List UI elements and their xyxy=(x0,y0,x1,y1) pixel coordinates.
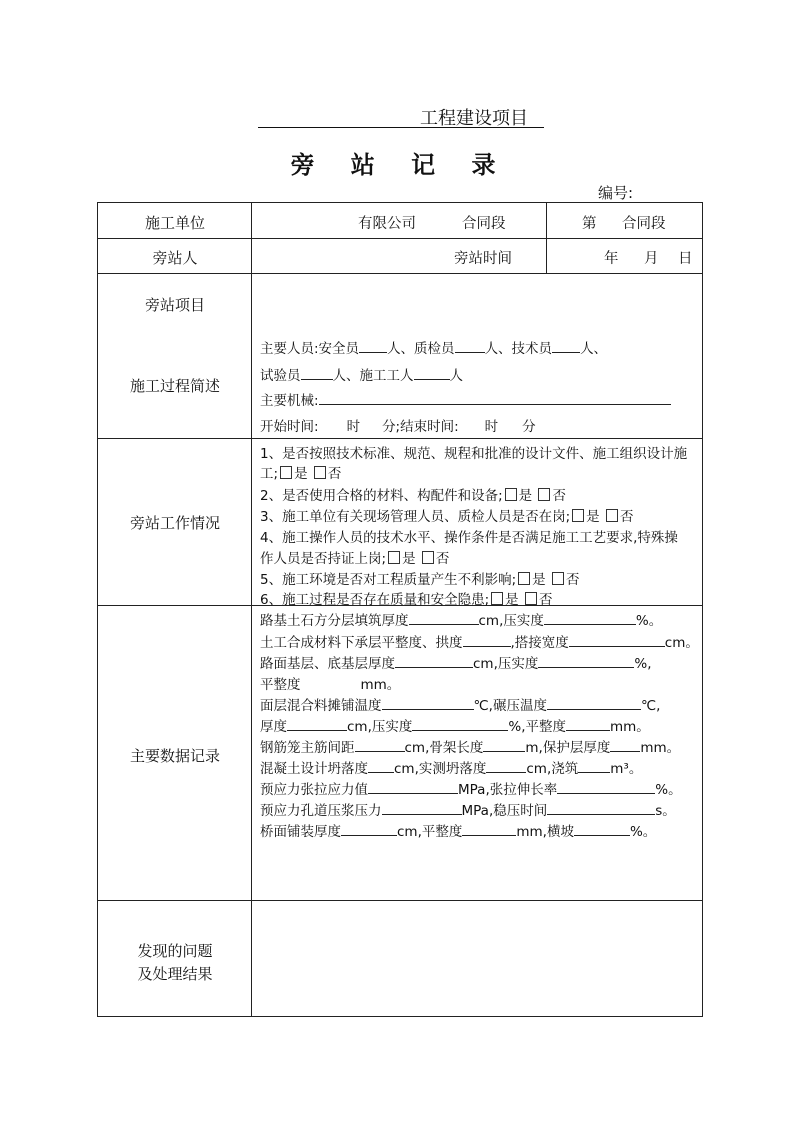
item2-yes-checkbox[interactable] xyxy=(505,488,517,501)
data-line-10: 预应力孔道压浆压力 MPa,稳压时间 s。 xyxy=(260,803,676,819)
check-item-5: 5、施工环境是否对工程质量产生不利影响; 是 否 xyxy=(260,572,580,588)
item3-no-checkbox[interactable] xyxy=(606,509,618,522)
day-label: 日 xyxy=(678,251,693,267)
supervision-time-label: 旁站时间 xyxy=(454,251,512,267)
item4-yes-checkbox[interactable] xyxy=(388,551,400,564)
check-item-4: 4、施工操作人员的技术水平、操作条件是否满足施工工艺要求,特殊操 xyxy=(260,530,678,546)
time-line: 开始时间: 时 分;结束时间: 时 分 xyxy=(260,419,536,435)
item3-yes-checkbox[interactable] xyxy=(572,509,584,522)
company-suffix: 有限公司 xyxy=(358,216,416,232)
data-line-4: 平整度 mm。 xyxy=(260,677,401,693)
record-table xyxy=(97,202,703,1017)
data-line-2: 土工合成材料下承层平整度、拱度 ,搭接宽度 cm。 xyxy=(260,635,699,651)
issues-label-line-1: 发现的问题 xyxy=(137,942,213,960)
data-line-6: 厚度 cm,压实度 %,平整度 mm。 xyxy=(260,719,650,735)
data-line-9: 预应力张拉应力值 MPa,张拉伸长率 %。 xyxy=(260,782,682,798)
check-item-4-answer: 作人员是否持证上岗; 是 否 xyxy=(260,551,450,567)
project-item-label: 旁站项目 xyxy=(144,296,205,314)
process-summary-label: 施工过程简述 xyxy=(129,377,220,395)
year-label: 年 xyxy=(604,251,619,267)
item5-yes-checkbox[interactable] xyxy=(518,572,530,585)
supervisor-label: 旁站人 xyxy=(152,249,198,267)
item2-no-checkbox[interactable] xyxy=(538,488,550,501)
main-data-label: 主要数据记录 xyxy=(129,747,220,765)
check-item-6: 6、施工过程是否存在质量和安全隐患; 是 否 xyxy=(260,592,553,608)
data-line-11: 桥面铺装厚度 cm,平整度 mm,横坡 %。 xyxy=(260,824,657,840)
month-label: 月 xyxy=(644,251,659,267)
item6-yes-checkbox[interactable] xyxy=(491,592,503,605)
machinery-line: 主要机械: xyxy=(260,389,671,409)
page-title: 旁 站 记 录 xyxy=(290,151,510,179)
issues-label-line-2: 及处理结果 xyxy=(137,965,213,983)
serial-number-label: 编号: xyxy=(598,184,634,202)
staff-line: 主要人员:安全员 人、质检员 人、技术员 人、 xyxy=(260,341,608,357)
construction-unit-label: 施工单位 xyxy=(144,214,205,232)
contract-segment-label: 合同段 xyxy=(462,216,506,232)
check-item-3: 3、施工单位有关现场管理人员、质检人员是否在岗; 是 否 xyxy=(260,509,634,525)
work-status-label: 旁站工作情况 xyxy=(129,514,220,532)
data-line-7: 钢筋笼主筋间距 cm,骨架长度 m,保护层厚度 mm。 xyxy=(260,740,681,756)
data-line-3: 路面基层、底基层厚度 cm,压实度 %, xyxy=(260,656,652,672)
check-item-1-answer: 工; 是 否 xyxy=(260,466,342,482)
item6-no-checkbox[interactable] xyxy=(525,592,537,605)
data-line-1: 路基土石方分层填筑厚度 cm,压实度 %。 xyxy=(260,613,663,629)
project-header xyxy=(258,100,544,128)
check-item-1: 1、是否按照技术标准、规范、规程和批准的设计文件、施工组织设计施 xyxy=(260,446,688,462)
segment-number-suffix: 合同段 xyxy=(622,216,666,232)
tester-line: 试验员 人、施工工人 人 xyxy=(260,368,463,384)
item1-no-checkbox[interactable] xyxy=(314,466,326,479)
item4-no-checkbox[interactable] xyxy=(422,551,434,564)
data-line-5: 面层混合料摊铺温度 ℃,碾压温度 ℃, xyxy=(260,698,661,714)
item1-yes-checkbox[interactable] xyxy=(280,466,292,479)
check-item-2: 2、是否使用合格的材料、构配件和设备; 是 否 xyxy=(260,488,566,504)
data-line-8: 混凝土设计坍落度 cm,实测坍落度 cm,浇筑 m³。 xyxy=(260,761,643,777)
item5-no-checkbox[interactable] xyxy=(552,572,564,585)
segment-number-prefix: 第 xyxy=(582,216,597,232)
project-label: 工程建设项目 xyxy=(420,108,528,129)
